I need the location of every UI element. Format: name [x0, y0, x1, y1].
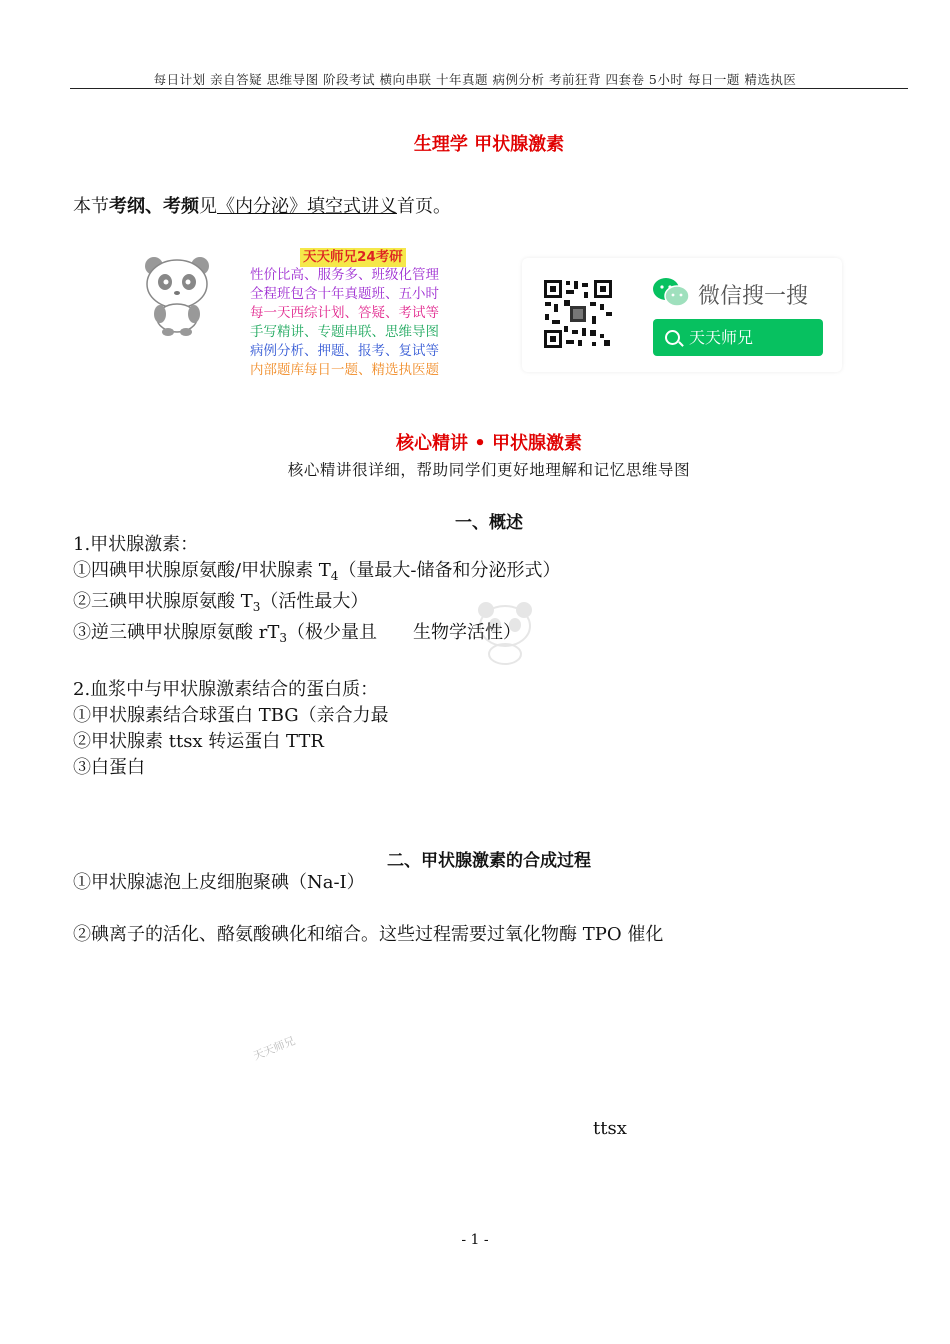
promo-line: 性价比高、服务多、班级化管理	[250, 267, 439, 283]
promo-line: 全程班包含十年真题班、五小时	[250, 286, 439, 302]
section1-heading: 一、概述	[455, 513, 523, 533]
item2-line: ②甲状腺素 ttsx 转运蛋白 TTR	[73, 731, 324, 752]
item1-line: ③逆三碘甲状腺原氨酸 $rT_3$（极少量且 生物学活性）	[73, 622, 521, 645]
promo-line: 每一天西综计划、答疑、考试等	[250, 305, 439, 321]
wechat-search-box[interactable]	[653, 319, 823, 356]
header-divider	[70, 88, 908, 89]
item1-line: ②三碘甲状腺原氨酸 $T_3$（活性最大）	[73, 591, 369, 614]
search-handle	[678, 341, 684, 347]
item2-title: 2.血浆中与甲状腺激素结合的蛋白质：	[73, 679, 379, 700]
wechat-search-title: 微信搜一搜	[698, 284, 809, 309]
section2-line1: ①甲状腺滤泡上皮细胞聚碘（Na-I）	[73, 872, 365, 893]
panda-watermark-icon	[470, 598, 540, 666]
intro-link[interactable]: 《内分泌》填空式讲义	[217, 196, 397, 217]
promo-lines	[250, 266, 439, 380]
page-title: 生理学 甲状腺激素	[413, 134, 565, 155]
promo-line: 内部题库每日一题、精选执医题	[250, 362, 439, 378]
core-subtitle: 核心精讲很详细，帮助同学们更好地理解和记忆思维导图	[287, 461, 691, 479]
intro-prefix: 本节	[73, 196, 109, 217]
promo-line: 手写精讲、专题串联、思维导图	[250, 324, 439, 340]
promo-line: 病例分析、押题、报考、复试等	[250, 343, 439, 359]
section2-line2: ②碘离子的活化、酪氨酸碘化和缩合。这些过程需要过氧化物酶 TPO 催化	[73, 924, 664, 945]
intro-bold: 考纲、考频	[109, 196, 199, 217]
wechat-search-text: 天天师兄	[689, 328, 754, 347]
header-slogan: 每日计划 亲自答疑 思维导图 阶段考试 横向串联 十年真题 病例分析 考前狂背 四套卷 5小时 每日一题 精选执医	[153, 72, 797, 87]
intro-suffix: 首页。	[397, 196, 451, 217]
section2-heading: 二、甲状腺激素的合成过程	[387, 851, 591, 871]
item1-line: ①四碘甲状腺原氨酸/甲状腺素 $T_4$（量最大-储备和分泌形式）	[73, 560, 561, 583]
intro-line	[73, 194, 451, 220]
core-title: 核心精讲 • 甲状腺激素	[395, 433, 583, 454]
intro-see: 见	[199, 196, 217, 217]
promo-headline: 天天师兄24考研	[300, 248, 406, 267]
stray-text: ttsx	[593, 1118, 627, 1139]
watermark-text: 天天师兄	[251, 1034, 298, 1063]
item2-line: ③白蛋白	[73, 757, 145, 778]
panda-mascot-icon	[136, 252, 218, 336]
qr-code-icon[interactable]	[542, 278, 614, 350]
wechat-logo-icon	[652, 276, 690, 308]
page-number: - 1 -	[461, 1232, 489, 1248]
item2-line: ①甲状腺素结合球蛋白 TBG（亲合力最	[73, 705, 389, 726]
item1-title: 1.甲状腺激素：	[73, 534, 199, 555]
